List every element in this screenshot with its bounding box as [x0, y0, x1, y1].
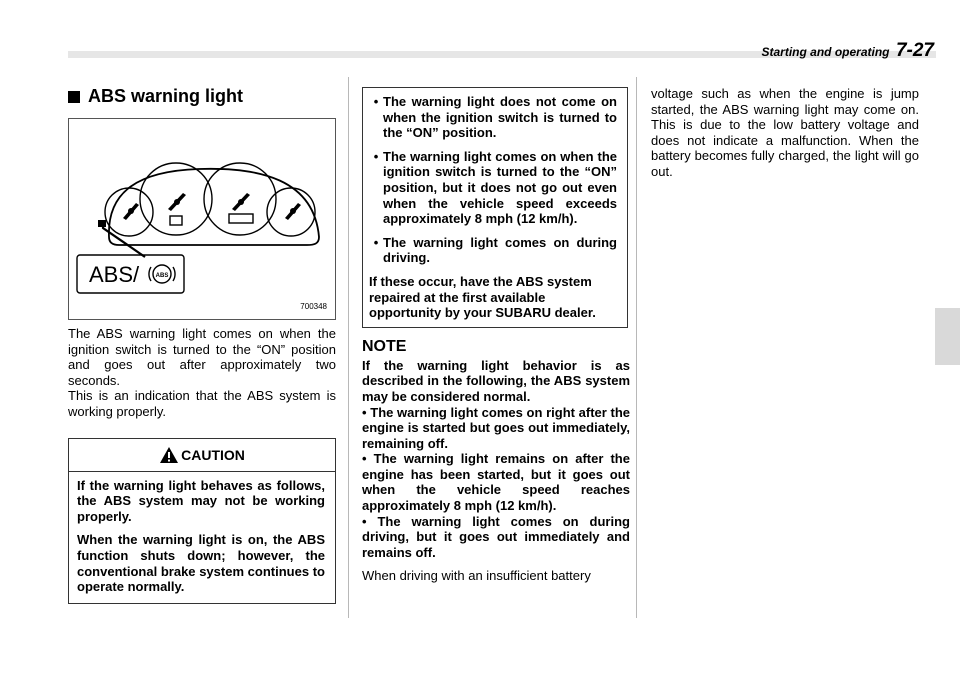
column-left: [68, 86, 336, 604]
column-divider: [636, 77, 637, 618]
abs-label: ABS/: [89, 262, 140, 287]
bullet-icon: •: [373, 94, 379, 109]
instrument-cluster-illustration: [69, 119, 335, 319]
section-title: Starting and operating: [761, 45, 890, 59]
note-block: [362, 358, 630, 561]
caution-text: If the warning light behaves as follows, the ABS system may not be working properly.: [77, 477, 325, 524]
bullet-icon: •: [362, 404, 367, 420]
page-header: [762, 40, 935, 62]
caution-box: [68, 438, 336, 604]
paragraph: This is an indication that the ABS system is working properly.: [68, 388, 336, 419]
caution-header: [69, 439, 335, 472]
caution-body: [69, 472, 335, 603]
column-divider: [348, 77, 349, 618]
section-heading: [68, 86, 336, 107]
note-item-text: The warning light comes on right after the engine is started but goes out immediately, remaining off.: [362, 404, 630, 451]
caution-text: When the warning light is on, the ABS function shuts down; however, the conventional brake system continues to operate normally.: [77, 532, 325, 595]
list-item-text: The warning light does not come on when the ignition switch is turned to the “ON” position.: [383, 94, 617, 141]
bullet-icon: •: [362, 451, 367, 467]
bullet-icon: •: [373, 148, 379, 164]
list-item-text: The warning light comes on when the ignition switch is turned to the “ON” position, but it does not go out even when the vehicle speed exceeds approximately 8 mph (12 km/h).: [383, 148, 617, 227]
list-item: [369, 235, 617, 266]
column-right: [651, 86, 919, 180]
abs-badge: ABS: [155, 273, 169, 279]
note-title: NOTE: [362, 337, 407, 355]
paragraph: voltage such as when the engine is jump started, the ABS warning light may come on. This is due to the low battery voltage and does not indicate a malfunction. When the battery becomes fully charged, the light will go out.: [651, 86, 919, 179]
list-item: [369, 94, 617, 141]
paragraph: When driving with an insufficient battery: [362, 568, 591, 584]
note-intro: If the warning light behavior is as described in the following, the ABS system may be considered normal.: [362, 357, 630, 404]
bullet-icon: •: [373, 234, 379, 250]
square-bullet-icon: [68, 91, 80, 103]
note-item-text: The warning light remains on after the engine has been started, but it goes out when the vehicle speed reaches approximately 8 mph (12 km/h).: [362, 451, 630, 514]
note-item: [362, 451, 630, 513]
list-item: [369, 149, 617, 227]
note-item-text: The warning light comes on during driving, but it goes out immediately and remains off.: [362, 513, 630, 560]
heading-text: ABS warning light: [88, 86, 243, 106]
caution-title: CAUTION: [181, 446, 245, 463]
page-number: 7-27: [895, 40, 934, 61]
figure-id: 700348: [300, 302, 327, 311]
warning-triangle-icon: [159, 446, 179, 464]
chapter-tab: [935, 308, 960, 365]
instrument-cluster-figure: [68, 118, 336, 320]
bullet-icon: •: [362, 513, 367, 529]
list-item-text: The warning light comes on during driving.: [383, 234, 617, 266]
note-item: [362, 405, 630, 452]
column-middle: [362, 86, 630, 584]
warning-conditions-box: [362, 87, 628, 328]
paragraph: The ABS warning light comes on when the ignition switch is turned to the “ON” position and goes out after approximately two seconds.: [68, 326, 336, 388]
note-item: [362, 514, 630, 561]
closing-text: If these occur, have the ABS system repaired at the first available opportunity by your SUBARU dealer.: [369, 273, 596, 321]
